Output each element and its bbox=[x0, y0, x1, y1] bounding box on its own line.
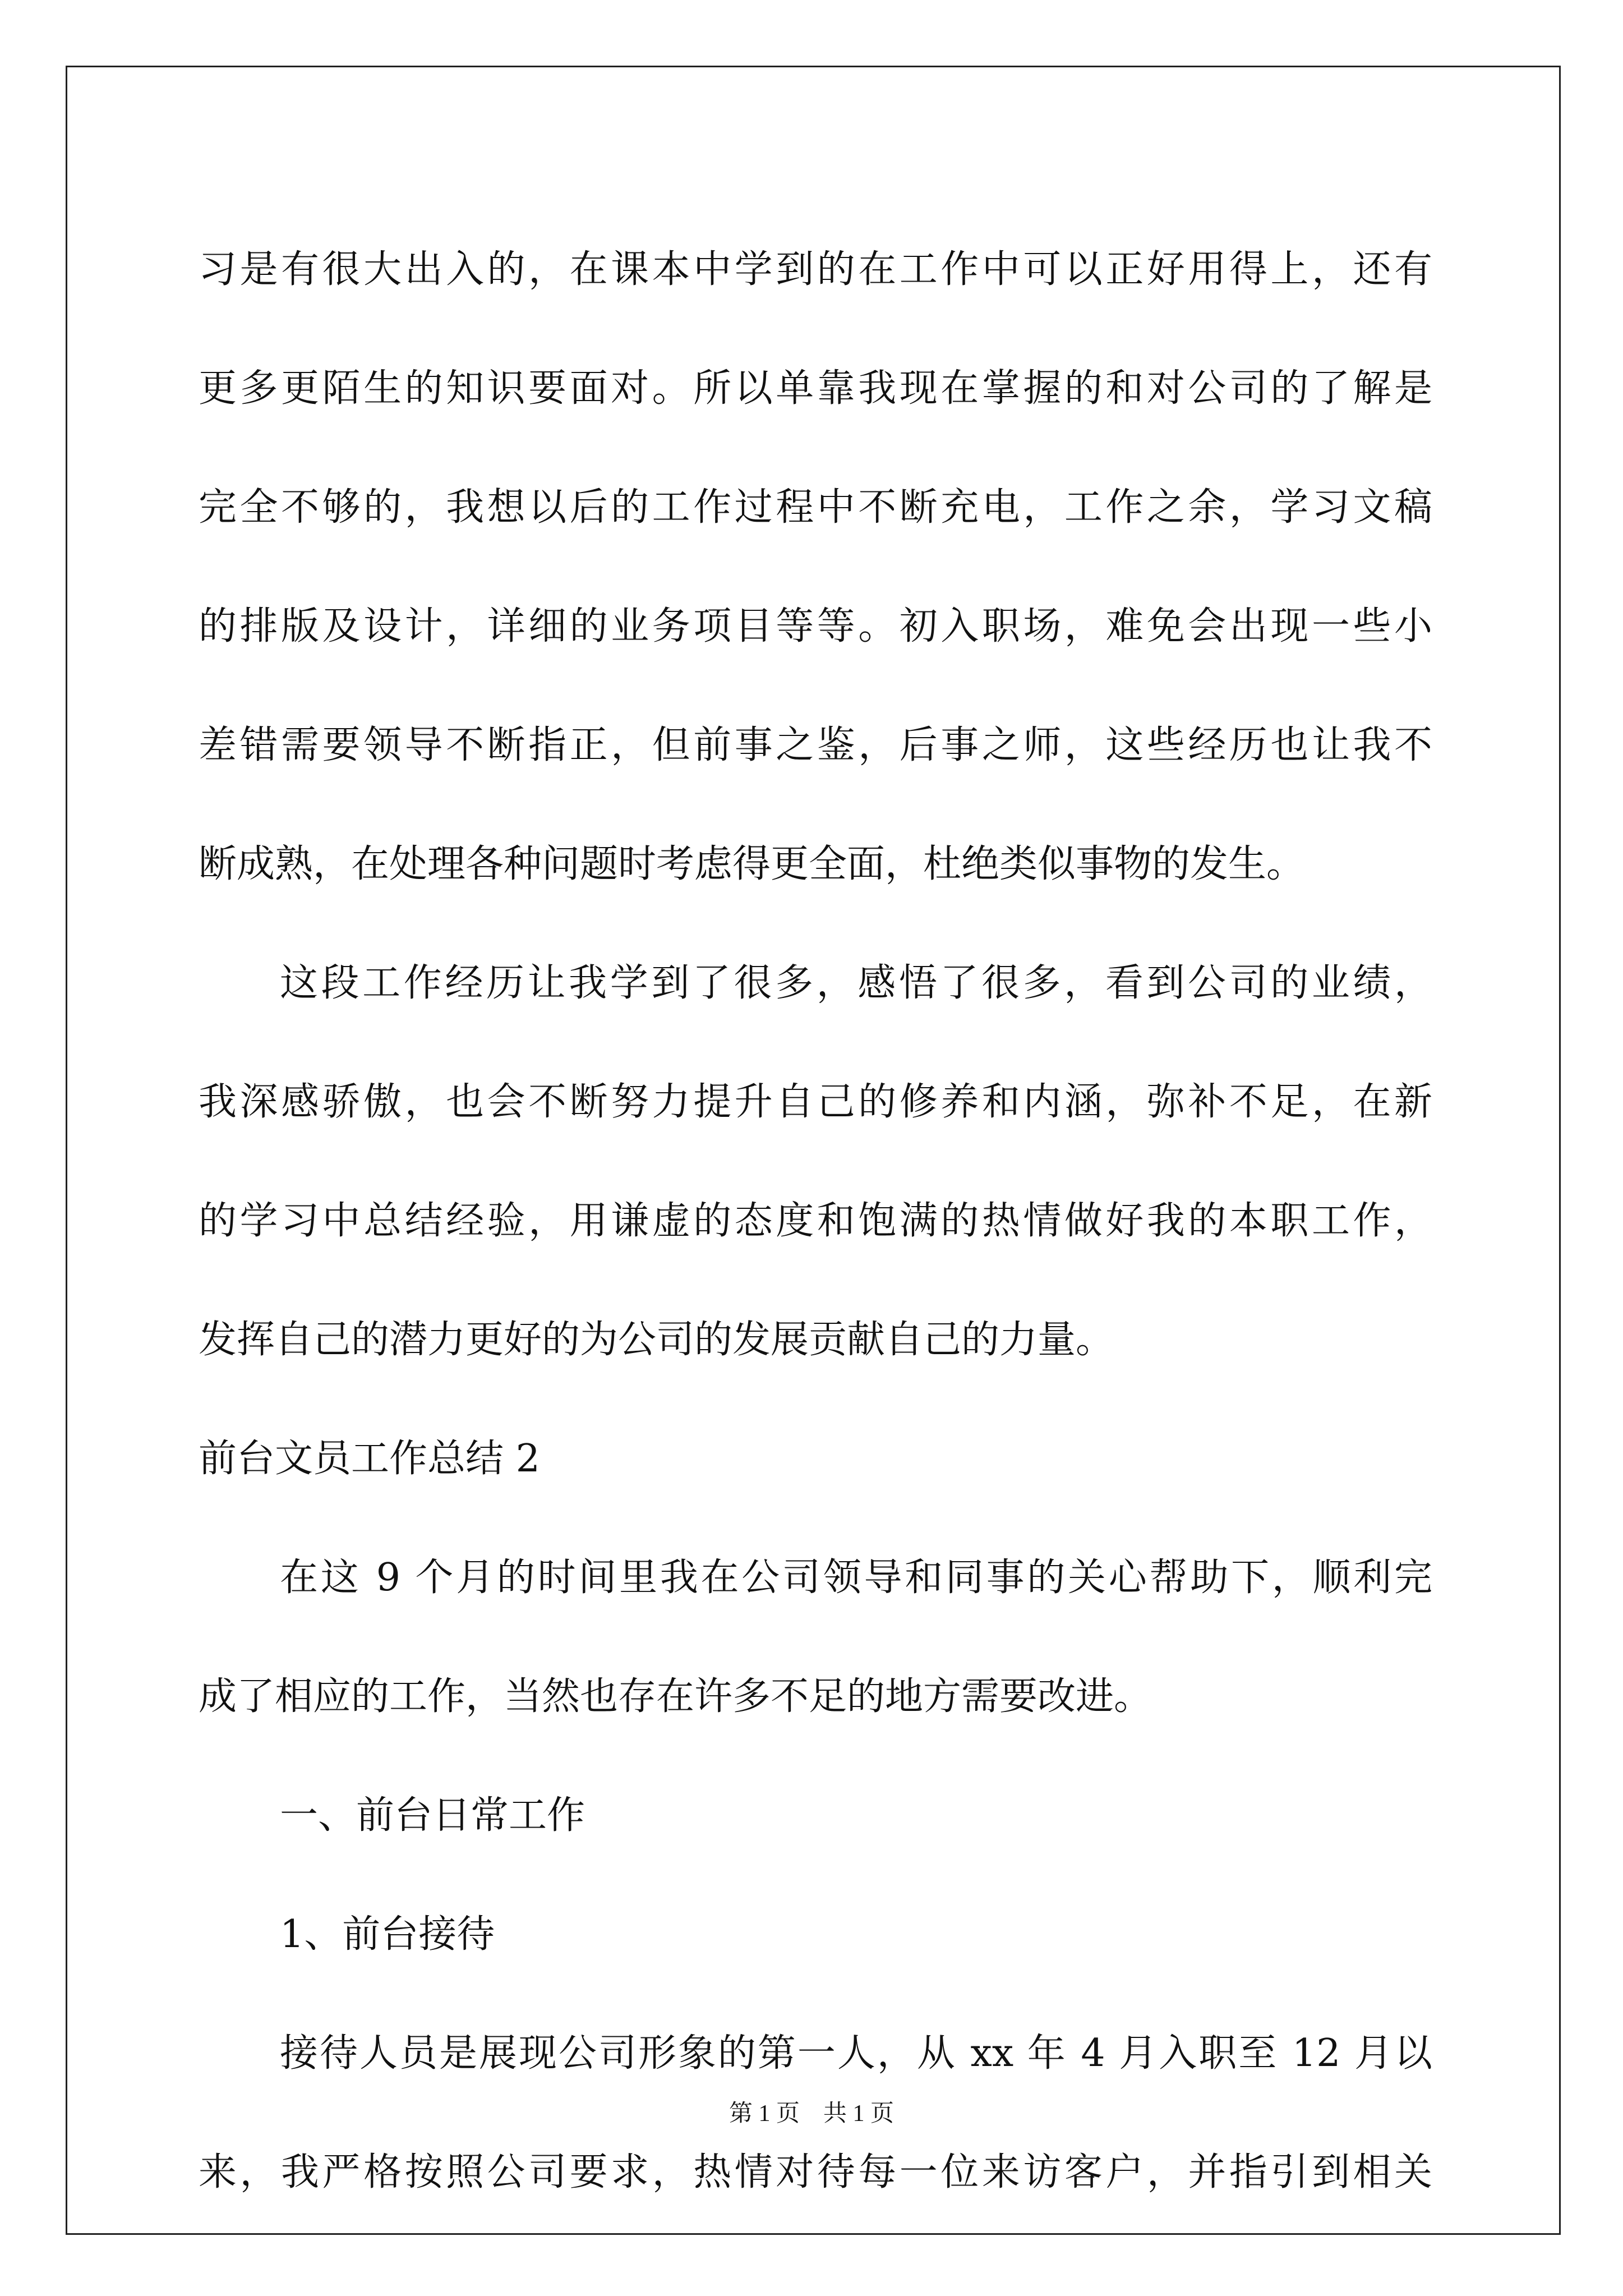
text-line: 更多更陌生的知识要面对。所以单靠我现在掌握的和对公司的了解是 bbox=[199, 366, 1432, 411]
text-line: 习是有很大出入的，在课本中学到的在工作中可以正好用得上，还有 bbox=[199, 247, 1432, 292]
text-line: 这段工作经历让我学到了很多，感悟了很多，看到公司的业绩， bbox=[280, 961, 1432, 1005]
text-line: 差错需要领导不断指正，但前事之鉴，后事之师，这些经历也让我不 bbox=[199, 723, 1432, 767]
document-body bbox=[199, 210, 1432, 2232]
subheading: 1、前台接待 bbox=[280, 1912, 495, 1957]
subheading: 一、前台日常工作 bbox=[280, 1793, 585, 1838]
text-line: 我深感骄傲，也会不断努力提升自己的修养和内涵，弥补不足，在新 bbox=[199, 1080, 1432, 1124]
section-heading: 前台文员工作总结 2 bbox=[199, 1437, 540, 1481]
text-line: 来，我严格按照公司要求，热情对待每一位来访客户，并指引到相关 bbox=[199, 2150, 1432, 2194]
text-line: 的排版及设计，详细的业务项目等等。初入职场，难免会出现一些小 bbox=[199, 604, 1432, 648]
text-line: 在这 9 个月的时间里我在公司领导和同事的关心帮助下，顺利完 bbox=[280, 1556, 1432, 1600]
text-line: 断成熟，在处理各种问题时考虑得更全面，杜绝类似事物的发生。 bbox=[199, 842, 1305, 886]
page-footer: 第 1 页 共 1 页 bbox=[728, 2101, 894, 2127]
text-line: 完全不够的，我想以后的工作过程中不断充电，工作之余，学习文稿 bbox=[199, 485, 1432, 530]
text-line: 成了相应的工作，当然也存在许多不足的地方需要改进。 bbox=[199, 1674, 1152, 1719]
text-line: 发挥自己的潜力更好的为公司的发展贡献自己的力量。 bbox=[199, 1318, 1114, 1362]
text-line: 的学习中总结经验，用谦虚的态度和饱满的热情做好我的本职工作， bbox=[199, 1199, 1432, 1243]
text-line: 接待人员是展现公司形象的第一人，从 xx 年 4 月入职至 12 月以 bbox=[280, 2031, 1432, 2076]
